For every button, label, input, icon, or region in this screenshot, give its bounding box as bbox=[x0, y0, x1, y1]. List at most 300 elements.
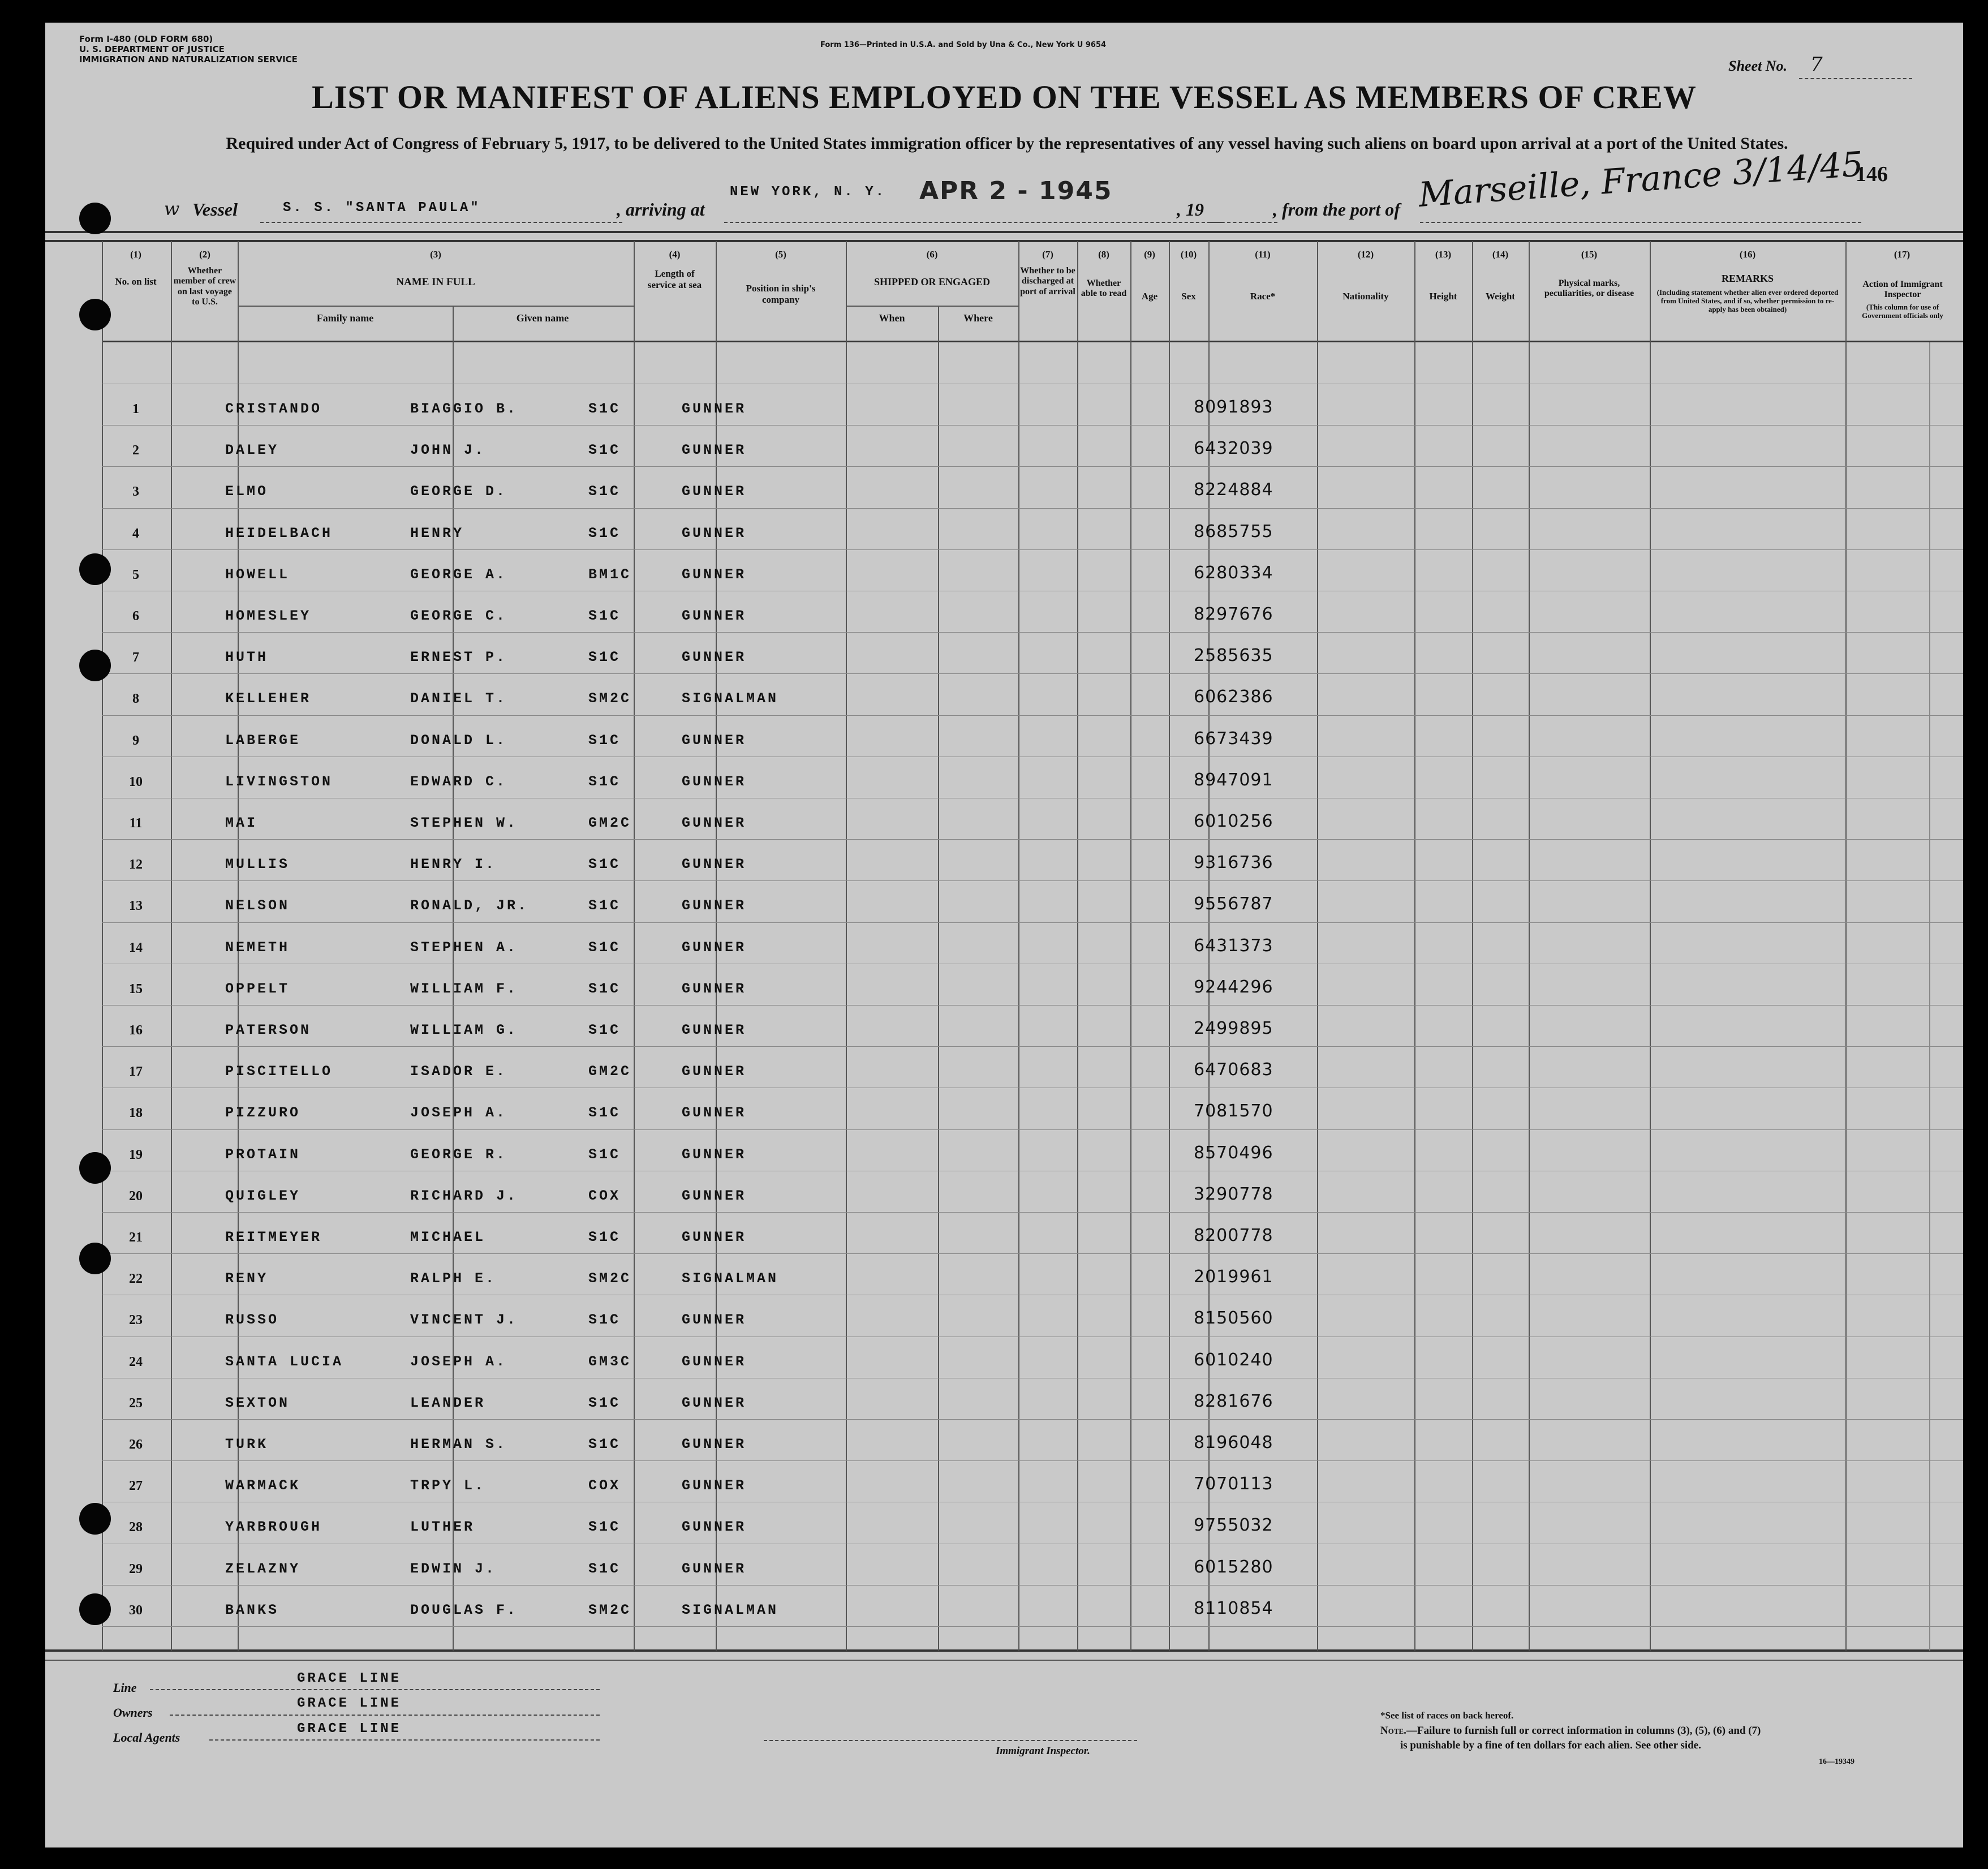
column-divider bbox=[1169, 241, 1170, 1651]
col5-label: Position in ship's company bbox=[746, 283, 816, 305]
family-name-cell: TURK bbox=[225, 1436, 269, 1453]
row-number: 26 bbox=[129, 1437, 143, 1452]
footer-agents-label: Local Agents bbox=[113, 1730, 180, 1745]
col15-num: (15) bbox=[1581, 249, 1598, 260]
service-cell: S1C bbox=[588, 1229, 621, 1245]
vessel-name-underline bbox=[260, 222, 622, 223]
row-number: 17 bbox=[129, 1064, 143, 1079]
service-cell: S1C bbox=[588, 732, 621, 749]
position-cell: GUNNER bbox=[682, 1063, 747, 1080]
col10-label: Sex bbox=[1181, 291, 1196, 302]
given-name-cell: GEORGE A. bbox=[410, 566, 507, 583]
column-divider bbox=[171, 241, 172, 1651]
service-cell: SM2C bbox=[588, 1602, 632, 1618]
race-cell: 6062386 bbox=[1194, 687, 1273, 707]
service-cell: S1C bbox=[588, 483, 621, 500]
footer-owners-value: GRACE LINE bbox=[297, 1696, 402, 1711]
given-name-cell: GEORGE R. bbox=[410, 1146, 507, 1163]
table-bottom-border-2 bbox=[45, 1660, 1963, 1661]
given-name-cell: LUTHER bbox=[410, 1519, 475, 1535]
row-number: 1 bbox=[132, 402, 139, 416]
service-cell: S1C bbox=[588, 1519, 621, 1535]
row-number: 15 bbox=[129, 982, 143, 996]
failure-note bbox=[1380, 1725, 1761, 1737]
col17-num: (17) bbox=[1894, 249, 1910, 260]
service-cell: GM2C bbox=[588, 1063, 632, 1080]
col14-label: Weight bbox=[1486, 291, 1515, 302]
race-cell: 2019961 bbox=[1194, 1267, 1273, 1287]
col8-num: (8) bbox=[1098, 249, 1109, 260]
col12-num: (12) bbox=[1357, 249, 1374, 260]
family-name-cell: DALEY bbox=[225, 442, 279, 458]
row-divider bbox=[102, 1253, 1963, 1254]
position-cell: GUNNER bbox=[682, 1519, 747, 1535]
row-number: 20 bbox=[129, 1189, 143, 1204]
position-cell: GUNNER bbox=[682, 1561, 747, 1577]
service-cell: BM1C bbox=[588, 566, 632, 583]
family-name-cell: SEXTON bbox=[225, 1395, 290, 1411]
race-cell: 8150560 bbox=[1194, 1308, 1273, 1328]
subheader-divider bbox=[846, 306, 1018, 307]
footer-line-label: Line bbox=[113, 1681, 137, 1695]
service-cell: S1C bbox=[588, 401, 621, 417]
race-cell: 8685755 bbox=[1194, 522, 1273, 542]
service-cell: S1C bbox=[588, 774, 621, 790]
col4-num: (4) bbox=[669, 249, 681, 260]
position-cell: GUNNER bbox=[682, 1312, 747, 1328]
position-cell: GUNNER bbox=[682, 649, 747, 665]
race-cell: 7081570 bbox=[1194, 1101, 1273, 1121]
row-number: 21 bbox=[129, 1230, 143, 1245]
position-cell: GUNNER bbox=[682, 566, 747, 583]
family-name-cell: KELLEHER bbox=[225, 690, 312, 707]
col17-note: (This column for use of Government officials only bbox=[1862, 303, 1943, 320]
row-number: 27 bbox=[129, 1479, 143, 1493]
given-name-cell: WILLIAM G. bbox=[410, 1022, 518, 1038]
service-cell: S1C bbox=[588, 1146, 621, 1163]
position-cell: GUNNER bbox=[682, 981, 747, 997]
service-cell: S1C bbox=[588, 1312, 621, 1328]
family-name-cell: CRISTANDO bbox=[225, 401, 322, 417]
footer-line-underline bbox=[150, 1689, 600, 1690]
col7-label: Whether to be discharged at port of arrival bbox=[1020, 266, 1075, 297]
row-number: 16 bbox=[129, 1023, 143, 1038]
column-divider bbox=[1077, 241, 1078, 1651]
position-cell: GUNNER bbox=[682, 815, 747, 831]
position-cell: GUNNER bbox=[682, 856, 747, 873]
col8-label: Whether able to read bbox=[1081, 278, 1127, 299]
position-cell: GUNNER bbox=[682, 1146, 747, 1163]
service-cell: SM2C bbox=[588, 1270, 632, 1287]
family-name-cell: NELSON bbox=[225, 897, 290, 914]
col6-sub-when: When bbox=[879, 312, 905, 324]
table-top-border bbox=[45, 231, 1963, 233]
position-cell: GUNNER bbox=[682, 897, 747, 914]
row-divider bbox=[102, 1460, 1963, 1461]
row-divider bbox=[102, 1046, 1963, 1047]
col16-num: (16) bbox=[1739, 249, 1756, 260]
row-number: 25 bbox=[129, 1396, 143, 1411]
service-cell: S1C bbox=[588, 1436, 621, 1453]
row-divider bbox=[102, 1129, 1963, 1130]
table-top-border-2 bbox=[45, 240, 1963, 242]
row-number: 11 bbox=[129, 816, 143, 831]
race-cell: 9244296 bbox=[1194, 977, 1273, 997]
family-name-cell: WARMACK bbox=[225, 1477, 301, 1494]
row-number: 28 bbox=[129, 1520, 143, 1535]
row-number: 30 bbox=[129, 1603, 143, 1618]
row-number: 5 bbox=[132, 568, 139, 582]
form-id-line3: IMMIGRATION AND NATURALIZATION SERVICE bbox=[79, 54, 298, 65]
header-bottom-border bbox=[102, 341, 1963, 342]
punch-hole bbox=[79, 1503, 111, 1535]
race-cell: 8200778 bbox=[1194, 1226, 1273, 1245]
col9-label: Age bbox=[1141, 291, 1158, 302]
family-name-cell: BANKS bbox=[225, 1602, 279, 1618]
row-divider bbox=[102, 673, 1963, 674]
col2-label: Whether member of crew on last voyage to U.S. bbox=[173, 266, 236, 307]
race-cell: 6431373 bbox=[1194, 936, 1273, 956]
given-name-cell: TRPY L. bbox=[410, 1477, 486, 1494]
service-cell: S1C bbox=[588, 649, 621, 665]
family-name-cell: PISCITELLO bbox=[225, 1063, 333, 1080]
column-divider bbox=[846, 241, 847, 1651]
row-number: 8 bbox=[132, 691, 139, 706]
col14-num: (14) bbox=[1492, 249, 1509, 260]
race-cell: 8297676 bbox=[1194, 604, 1273, 624]
position-cell: GUNNER bbox=[682, 1188, 747, 1204]
service-cell: S1C bbox=[588, 525, 621, 542]
row-number: 9 bbox=[132, 733, 139, 748]
col10-num: (10) bbox=[1180, 249, 1197, 260]
family-name-cell: NEMETH bbox=[225, 939, 290, 956]
col3-sub-given: Given name bbox=[516, 312, 569, 324]
row-divider bbox=[102, 715, 1963, 716]
given-name-cell: JOHN J. bbox=[410, 442, 486, 458]
service-cell: GM2C bbox=[588, 815, 632, 831]
row-number: 29 bbox=[129, 1562, 143, 1576]
vessel-prefix-mark: w bbox=[164, 198, 180, 220]
race-cell: 8196048 bbox=[1194, 1433, 1273, 1453]
row-divider bbox=[102, 1626, 1963, 1627]
page-subtitle: Required under Act of Congress of February 5, 1917, to be delivered to the United States immigration officer by the representatives of any vessel having such aliens on board upon arrival at a port of the United States. bbox=[226, 134, 1788, 153]
given-name-cell: JOSEPH A. bbox=[410, 1354, 507, 1370]
punch-hole bbox=[79, 650, 111, 681]
race-cell: 6470683 bbox=[1194, 1060, 1273, 1080]
col13-num: (13) bbox=[1435, 249, 1452, 260]
col4-label: Length of service at sea bbox=[647, 268, 702, 290]
given-name-cell: DANIEL T. bbox=[410, 690, 507, 707]
column-divider bbox=[1130, 241, 1131, 1651]
given-name-cell: LEANDER bbox=[410, 1395, 486, 1411]
race-cell: 8224884 bbox=[1194, 480, 1273, 500]
service-cell: S1C bbox=[588, 856, 621, 873]
col5-num: (5) bbox=[775, 249, 786, 260]
service-cell: S1C bbox=[588, 608, 621, 624]
service-cell: SM2C bbox=[588, 690, 632, 707]
col1-num: (1) bbox=[130, 249, 141, 260]
row-number: 19 bbox=[129, 1148, 143, 1162]
race-cell: 9755032 bbox=[1194, 1515, 1273, 1535]
race-cell: 8947091 bbox=[1194, 770, 1273, 790]
year-label: , 19 bbox=[1177, 199, 1204, 220]
col12-label: Nationality bbox=[1342, 291, 1389, 302]
race-cell: 8570496 bbox=[1194, 1143, 1273, 1163]
race-cell: 2499895 bbox=[1194, 1019, 1273, 1038]
punch-hole bbox=[79, 1243, 111, 1274]
row-divider bbox=[102, 1585, 1963, 1586]
race-cell: 9316736 bbox=[1194, 853, 1273, 873]
punch-hole bbox=[79, 299, 111, 330]
family-name-cell: ZELAZNY bbox=[225, 1561, 301, 1577]
family-name-cell: RUSSO bbox=[225, 1312, 279, 1328]
family-name-cell: HOWELL bbox=[225, 566, 290, 583]
col3-sub-family: Family name bbox=[316, 312, 374, 324]
column-divider bbox=[1529, 241, 1530, 1651]
position-cell: GUNNER bbox=[682, 1436, 747, 1453]
position-cell: GUNNER bbox=[682, 525, 747, 542]
row-number: 6 bbox=[132, 609, 139, 624]
given-name-cell: EDWIN J. bbox=[410, 1561, 497, 1577]
given-name-cell: ISADOR E. bbox=[410, 1063, 507, 1080]
from-port-underline bbox=[1420, 222, 1861, 223]
family-name-cell: QUIGLEY bbox=[225, 1188, 301, 1204]
col15-label: Physical marks, peculiarities, or disease bbox=[1544, 278, 1634, 299]
race-cell: 9556787 bbox=[1194, 894, 1273, 914]
given-name-cell: MICHAEL bbox=[410, 1229, 486, 1245]
family-name-cell: REITMEYER bbox=[225, 1229, 322, 1245]
arriving-place: NEW YORK, N. Y. bbox=[730, 184, 887, 200]
col6-num: (6) bbox=[926, 249, 938, 260]
race-cell: 8281676 bbox=[1194, 1391, 1273, 1411]
position-cell: SIGNALMAN bbox=[682, 1270, 779, 1287]
row-number: 24 bbox=[129, 1355, 143, 1369]
col3-label: NAME IN FULL bbox=[396, 276, 475, 288]
sheet-number: 7 bbox=[1810, 53, 1823, 76]
races-note: *See list of races on back hereof. bbox=[1380, 1710, 1514, 1721]
race-cell: 8110854 bbox=[1194, 1599, 1273, 1618]
col2-num: (2) bbox=[199, 249, 210, 260]
row-divider bbox=[102, 922, 1963, 923]
row-number: 13 bbox=[129, 899, 143, 913]
family-name-cell: RENY bbox=[225, 1270, 269, 1287]
row-divider bbox=[102, 549, 1963, 550]
family-name-cell: MAI bbox=[225, 815, 258, 831]
family-name-cell: LIVINGSTON bbox=[225, 774, 333, 790]
print-code: 16—19349 bbox=[1819, 1758, 1854, 1766]
position-cell: GUNNER bbox=[682, 483, 747, 500]
position-cell: GUNNER bbox=[682, 1477, 747, 1494]
family-name-cell: HEIDELBACH bbox=[225, 525, 333, 542]
row-divider bbox=[102, 1005, 1963, 1006]
position-cell: GUNNER bbox=[682, 1229, 747, 1245]
family-name-cell: YARBROUGH bbox=[225, 1519, 322, 1535]
given-name-cell: RONALD, JR. bbox=[410, 897, 529, 914]
col9-num: (9) bbox=[1144, 249, 1155, 260]
row-number: 4 bbox=[132, 526, 139, 541]
given-name-cell: HENRY bbox=[410, 525, 464, 542]
manifest-sheet bbox=[45, 23, 1963, 1847]
row-number: 7 bbox=[132, 650, 139, 665]
note-text-1: —Failure to furnish full or correct information in columns (3), (5), (6) and (7) bbox=[1406, 1725, 1761, 1737]
note-label: Note. bbox=[1380, 1725, 1406, 1737]
race-cell: 7070113 bbox=[1194, 1474, 1273, 1494]
page-title: LIST OR MANIFEST OF ALIENS EMPLOYED ON THE VESSEL AS MEMBERS OF CREW bbox=[312, 79, 1697, 115]
row-divider bbox=[102, 425, 1963, 426]
col3-num: (3) bbox=[430, 249, 441, 260]
row-divider bbox=[102, 1212, 1963, 1213]
col13-label: Height bbox=[1429, 291, 1457, 302]
given-name-cell: STEPHEN A. bbox=[410, 939, 518, 956]
page-number: 146 bbox=[1856, 162, 1888, 186]
given-name-cell: JOSEPH A. bbox=[410, 1105, 507, 1121]
subheader-divider bbox=[238, 306, 634, 307]
footer-agents-underline bbox=[209, 1739, 600, 1741]
row-divider bbox=[102, 466, 1963, 467]
position-cell: GUNNER bbox=[682, 774, 747, 790]
row-divider bbox=[102, 632, 1963, 633]
punch-hole bbox=[79, 1593, 111, 1625]
row-number: 10 bbox=[129, 775, 143, 789]
given-name-cell: STEPHEN W. bbox=[410, 815, 518, 831]
service-cell: S1C bbox=[588, 1105, 621, 1121]
note-text-2: is punishable by a fine of ten dollars for each alien. See other side. bbox=[1400, 1739, 1701, 1751]
inspector-label: Immigrant Inspector. bbox=[996, 1745, 1090, 1757]
row-number: 12 bbox=[129, 857, 143, 872]
table-bottom-border bbox=[45, 1649, 1963, 1652]
col1-label: No. on list bbox=[115, 276, 157, 287]
service-cell: COX bbox=[588, 1188, 621, 1204]
position-cell: SIGNALMAN bbox=[682, 1602, 779, 1618]
col6-sub-where: Where bbox=[963, 312, 993, 324]
from-label: , from the port of bbox=[1273, 199, 1400, 220]
col11-label: Race* bbox=[1250, 291, 1276, 302]
row-number: 3 bbox=[132, 484, 139, 499]
punch-hole bbox=[79, 553, 111, 585]
year-underline bbox=[1210, 222, 1277, 223]
from-port: Marseille, France 3/14/45 bbox=[1417, 144, 1865, 215]
race-cell: 3290778 bbox=[1194, 1184, 1273, 1204]
given-name-cell: VINCENT J. bbox=[410, 1312, 518, 1328]
position-cell: GUNNER bbox=[682, 732, 747, 749]
race-cell: 6280334 bbox=[1194, 563, 1273, 583]
race-cell: 6673439 bbox=[1194, 729, 1273, 749]
given-name-cell: WILLIAM F. bbox=[410, 981, 518, 997]
family-name-cell: PROTAIN bbox=[225, 1146, 301, 1163]
col16-label: REMARKS bbox=[1721, 273, 1774, 284]
family-name-cell: HOMESLEY bbox=[225, 608, 312, 624]
row-number: 23 bbox=[129, 1313, 143, 1327]
service-cell: S1C bbox=[588, 981, 621, 997]
family-name-cell: LABERGE bbox=[225, 732, 301, 749]
given-name-cell: EDWARD C. bbox=[410, 774, 507, 790]
given-name-cell: DOUGLAS F. bbox=[410, 1602, 518, 1618]
position-cell: GUNNER bbox=[682, 1022, 747, 1038]
row-divider bbox=[102, 880, 1963, 881]
position-cell: GUNNER bbox=[682, 1395, 747, 1411]
col11-num: (11) bbox=[1255, 249, 1271, 260]
column-divider bbox=[1472, 241, 1473, 1651]
col6-label: SHIPPED OR ENGAGED bbox=[873, 276, 991, 287]
column-divider bbox=[102, 241, 103, 1651]
column-divider bbox=[1018, 241, 1019, 1651]
row-divider bbox=[102, 508, 1963, 509]
family-name-cell: SANTA LUCIA bbox=[225, 1354, 344, 1370]
given-name-cell: HENRY I. bbox=[410, 856, 497, 873]
race-cell: 6432039 bbox=[1194, 439, 1273, 458]
form-id-block bbox=[79, 34, 298, 65]
position-cell: GUNNER bbox=[682, 608, 747, 624]
position-cell: GUNNER bbox=[682, 1354, 747, 1370]
footer-agents-value: GRACE LINE bbox=[297, 1721, 402, 1737]
column-divider bbox=[1317, 241, 1318, 1651]
punch-hole bbox=[79, 203, 111, 234]
family-name-cell: OPPELT bbox=[225, 981, 290, 997]
service-cell: COX bbox=[588, 1477, 621, 1494]
row-divider bbox=[102, 1419, 1963, 1420]
row-divider bbox=[102, 839, 1963, 840]
service-cell: S1C bbox=[588, 939, 621, 956]
family-name-cell: MULLIS bbox=[225, 856, 290, 873]
footer-owners-underline bbox=[170, 1715, 600, 1716]
family-name-cell: PATERSON bbox=[225, 1022, 312, 1038]
service-cell: S1C bbox=[588, 1022, 621, 1038]
given-name-cell: DONALD L. bbox=[410, 732, 507, 749]
given-name-cell: HERMAN S. bbox=[410, 1436, 507, 1453]
position-cell: GUNNER bbox=[682, 1105, 747, 1121]
inspector-signature-line bbox=[764, 1740, 1137, 1741]
column-divider bbox=[1929, 342, 1930, 1651]
sheet-label: Sheet No. bbox=[1728, 58, 1787, 74]
vessel-label: Vessel bbox=[192, 199, 238, 220]
col16-note: (Including statement whether alien ever ordered deported from United States, and if so, whether permission to re-apply has been obtained) bbox=[1656, 288, 1839, 313]
column-divider bbox=[1650, 241, 1651, 1651]
col17-label: Action of Immigrant Inspector bbox=[1862, 280, 1943, 300]
family-name-cell: PIZZURO bbox=[225, 1105, 301, 1121]
given-name-cell: RALPH E. bbox=[410, 1270, 497, 1287]
race-cell: 6010240 bbox=[1194, 1350, 1273, 1370]
column-divider bbox=[1414, 241, 1415, 1651]
vessel-name: S. S. "SANTA PAULA" bbox=[283, 200, 481, 216]
service-cell: S1C bbox=[588, 1561, 621, 1577]
service-cell: GM3C bbox=[588, 1354, 632, 1370]
column-divider bbox=[634, 241, 635, 1651]
service-cell: S1C bbox=[588, 897, 621, 914]
printer-line: Form 136—Printed in U.S.A. and Sold by Una & Co., New York U 9654 bbox=[820, 41, 1107, 49]
footer-owners-label: Owners bbox=[113, 1705, 153, 1720]
row-number: 18 bbox=[129, 1106, 143, 1120]
row-number: 22 bbox=[129, 1271, 143, 1286]
race-cell: 8091893 bbox=[1194, 397, 1273, 417]
col7-num: (7) bbox=[1042, 249, 1053, 260]
arriving-underline bbox=[724, 222, 1222, 223]
position-cell: GUNNER bbox=[682, 939, 747, 956]
arriving-label: , arriving at bbox=[617, 199, 705, 220]
given-name-cell: ERNEST P. bbox=[410, 649, 507, 665]
service-cell: S1C bbox=[588, 442, 621, 458]
given-name-cell: GEORGE D. bbox=[410, 483, 507, 500]
row-number: 14 bbox=[129, 940, 143, 955]
column-divider bbox=[938, 306, 939, 1651]
footer-line-value: GRACE LINE bbox=[297, 1671, 402, 1686]
given-name-cell: BIAGGIO B. bbox=[410, 401, 518, 417]
given-name-cell: RICHARD J. bbox=[410, 1188, 518, 1204]
position-cell: GUNNER bbox=[682, 401, 747, 417]
given-name-cell: GEORGE C. bbox=[410, 608, 507, 624]
form-id-line2: U. S. DEPARTMENT OF JUSTICE bbox=[79, 44, 225, 54]
column-divider bbox=[1845, 241, 1847, 1651]
race-cell: 2585635 bbox=[1194, 646, 1273, 665]
